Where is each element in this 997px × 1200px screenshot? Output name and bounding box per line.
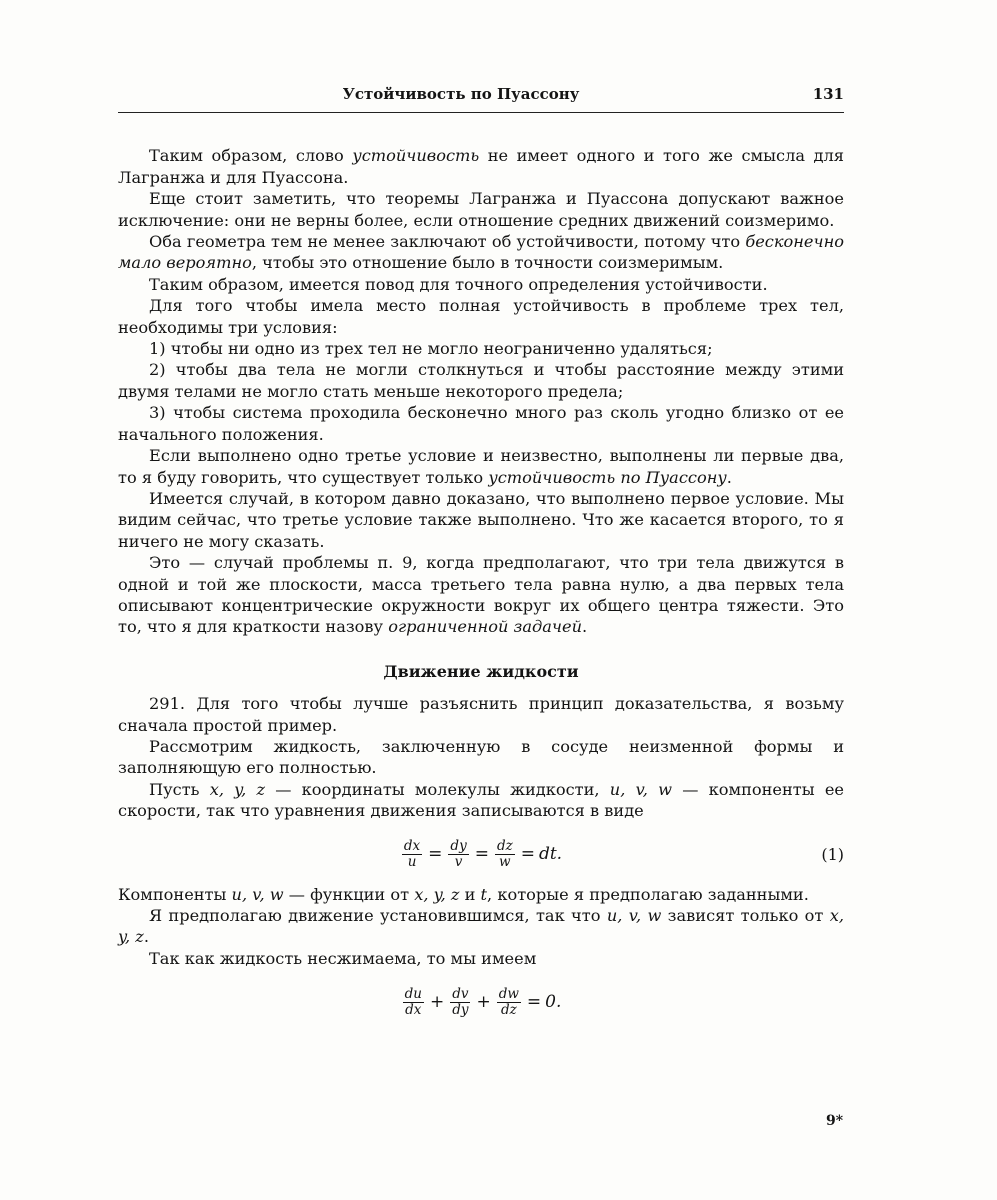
condition-2: 2) чтобы два тела не могли столкнуться и чтобы расстояние между этими двумя телами не могло стать меньше некоторого предела; <box>118 360 844 401</box>
paragraph: Если выполнено одно третье условие и неизвестно, выполнены ли первые два, то я буду говорить, что существует только устойчивость по Пуассону. <box>118 446 844 487</box>
paragraph: Для того чтобы имела место полная устойчивость в проблеме трех тел, необходимы три условия: <box>118 296 844 337</box>
paragraph: Компоненты u, v, w — функции от x, y, z и t, которые я предполагаю заданными. <box>118 884 809 904</box>
book-page <box>118 84 844 1031</box>
running-title: Устойчивость по Пуассону <box>342 85 580 103</box>
paragraph: Оба геометра тем не менее заключают об устойчивости, потому что бесконечно мало вероятно, чтобы это отношение было в точности соизмеримым. <box>118 232 844 273</box>
equation-number: (1) <box>821 844 844 864</box>
section-title: Движение жидкости <box>383 661 579 681</box>
condition-3: 3) чтобы система проходила бесконечно много раз сколь угодно близко от ее начального положения. <box>118 403 844 444</box>
fraction: $\frac{dz}{w}$ <box>496 838 513 871</box>
paragraph: Так как жидкость несжимаема, то мы имеем <box>149 948 537 968</box>
paragraph: Я предполагаю движение установившимся, так что u, v, w зависят только от x, y, z. <box>118 906 844 947</box>
signature-mark: 9* <box>826 1113 844 1129</box>
paragraph: Пусть x, y, z — координаты молекулы жидкости, u, v, w — компоненты ее скорости, так что уравнения движения записываются в виде <box>118 779 844 821</box>
condition-1: 1) чтобы ни одно из трех тел не могло неограниченно удаляться; <box>149 339 713 359</box>
paragraph: Имеется случай, в котором давно доказано, что выполнено первое условие. Мы видим сейчас, что третье условие также выполнено. Что же касается второго, то я ничего не могу сказать. <box>118 488 844 551</box>
fraction: $\frac{dy}{v}$ <box>450 838 467 871</box>
equation-2: $\frac{du}{dx}$ + $\frac{dv}{dy}$ + $\frac{dw}{dz}$ = 0. <box>404 985 562 1018</box>
paragraph: 291. Для того чтобы лучше разъяснить принцип доказательства, я возьму сначала простой пример. <box>118 694 844 735</box>
paragraph: Таким образом, имеется повод для точного определения устойчивости. <box>149 274 768 294</box>
fraction: $\frac{dw}{dz}$ <box>498 985 519 1018</box>
running-header <box>118 84 844 113</box>
fraction: $\frac{dx}{u}$ <box>403 838 421 871</box>
paragraph: Еще стоит заметить, что теоремы Лагранжа и Пуассона допускают важное исключение: они не верны более, если отношение средних движений соизмеримо. <box>118 189 844 230</box>
fraction: $\frac{du}{dx}$ <box>404 985 422 1018</box>
paragraph: Таким образом, слово устойчивость не имеет одного и того же смысла для Лагранжа и для Пуассона. <box>118 146 844 187</box>
page-number: 131 <box>812 85 844 103</box>
paragraph: Рассмотрим жидкость, заключенную в сосуде неизменной формы и заполняющую его полностью. <box>118 736 844 778</box>
equation-1: $\frac{dx}{u}$ = $\frac{dy}{v}$ = $\frac{dz}{w}$ = dt. (1) <box>403 838 844 871</box>
paragraph: Это — случай проблемы п. 9, когда предполагают, что три тела движутся в одной и той же плоскости, масса третьего тела равна нулю, а два первых тела описывают концентрические окружности вокруг их общего центра тяжести. Это то, что я для краткости назову ограниченной задачей. <box>118 553 844 637</box>
fraction: $\frac{dv}{dy}$ <box>452 985 469 1018</box>
